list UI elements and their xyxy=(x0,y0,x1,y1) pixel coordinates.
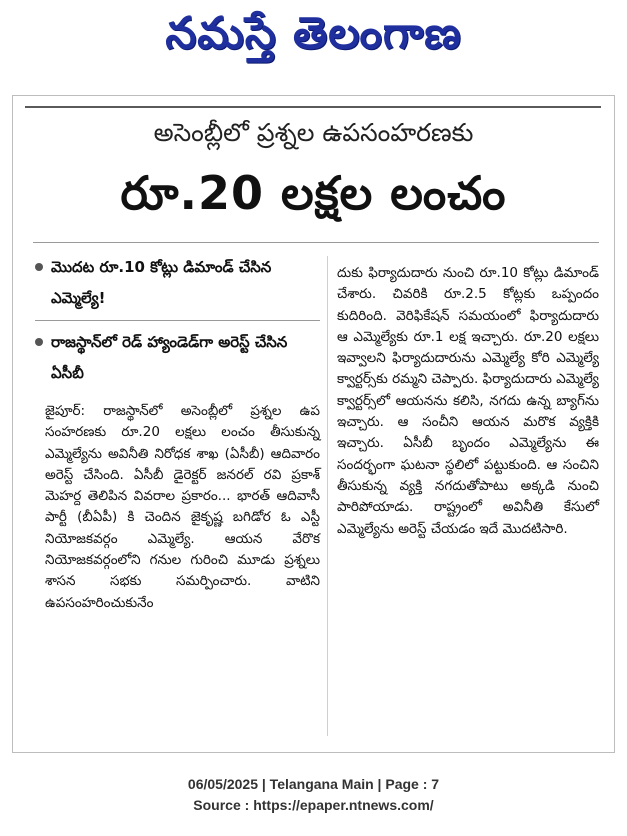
main-headline: రూ.20 లక్షల లంచం xyxy=(120,166,507,220)
footer-source: Source : https://epaper.ntnews.com/ xyxy=(193,797,434,813)
masthead-logo xyxy=(0,0,627,78)
article-body-left: జైపూర్: రాజస్థాన్‌లో అసెంబ్లీలో ప్రశ్నల ఉప సంహరణకు రూ.20 లక్షలు లంచం తీసుకున్న ఎమ్మెల్యేను అవినీతి నిరోధక శాఖ (ఏసీబీ) ఆదివారం అరెస్ట్ చేసింది. ఏసీబీ డైరెక్టర్ జనరల్ రవి ప్రకాశ్ మెహర్ద తెలిపిన వివరాల ప్రకారం... భారత్ ఆదివాసీ పార్టీ (బీఏపీ) కి చెందిన జైకృష్ణ బగిడోర ఓ ఎస్టీ నియోజకవర్గం ఎమ్మెల్యే. ఆయన వేరొక నియోజకవర్గంలోని గనుల గురించి మూడు ప్రశ్నలు శాసన సభకు సమర్పించారు. వాటిని ఉపసంహరించుకునేం xyxy=(45,403,320,611)
bullet-text: రాజస్థాన్‌లో రెడ్ హ్యాండెడ్‌గా అరెస్ట్ చేసిన ఏసీబీ xyxy=(51,333,288,382)
headline-divider xyxy=(33,242,599,243)
masthead-title: నమస్తే తెలంగాణ xyxy=(165,8,462,59)
bullet-dot-icon xyxy=(35,338,43,346)
highlight-bullets xyxy=(35,252,320,389)
top-divider xyxy=(25,106,601,108)
bullet-dot-icon xyxy=(35,263,43,271)
news-clipping xyxy=(12,95,615,753)
column-divider xyxy=(327,256,328,736)
bullet-text: మొదట రూ.10 కోట్లు డిమాండ్ చేసిన ఎమ్మెల్యే! xyxy=(51,258,272,307)
footer-date-page: 06/05/2025 | Telangana Main | Page : 7 xyxy=(187,776,440,792)
article-body-right: దుకు ఫిర్యాదుదారు నుంచి రూ.10 కోట్లు డిమాండ్ చేశారు. చివరికి రూ.2.5 కోట్లకు ఒప్పందం కుదిరింది. వెరిఫికేషన్ సమయంలో ఫిర్యాదుదారు ఆ ఎమ్మెల్యేకు రూ.1 లక్ష ఇచ్చారు. రూ.20 లక్షలు ఇవ్వాలని ఫిర్యాదుదారును ఎమ్మెల్యే కోరి ఎమ్మెల్యే క్వార్టర్స్‌కు రమ్మని చెప్పారు. ఫిర్యాదుదారు ఎమ్మెల్యే క్వార్టర్స్‌లో ఆయనను కలిసి, నగదు ఉన్న బ్యాగ్‌ను ఇచ్చారు. ఆ సంచీని ఆయన మరొక వ్యక్తికి ఇచ్చారు. ఏసీబీ బృందం ఎమ్మెల్యేను ఈ సందర్భంగా ఘటనా స్థలిలో పట్టుకుంది. ఆ సంచిని తీసుకున్న వ్యక్తి నగదుతోపాటు అక్కడి నుంచి పారిపోయాడు. రాష్ట్రంలో అవినీతి కేసులో ఎమ్మెల్యేను అరెస్ట్ చేయడం ఇదే మొదటిసారి. xyxy=(337,265,599,537)
bullet-item xyxy=(35,252,320,314)
bullet-item xyxy=(35,327,320,389)
kicker-headline: అసెంబ్లీలో ప్రశ్నల ఉపసంహరణకు xyxy=(153,118,474,147)
bullet-divider xyxy=(35,320,320,321)
